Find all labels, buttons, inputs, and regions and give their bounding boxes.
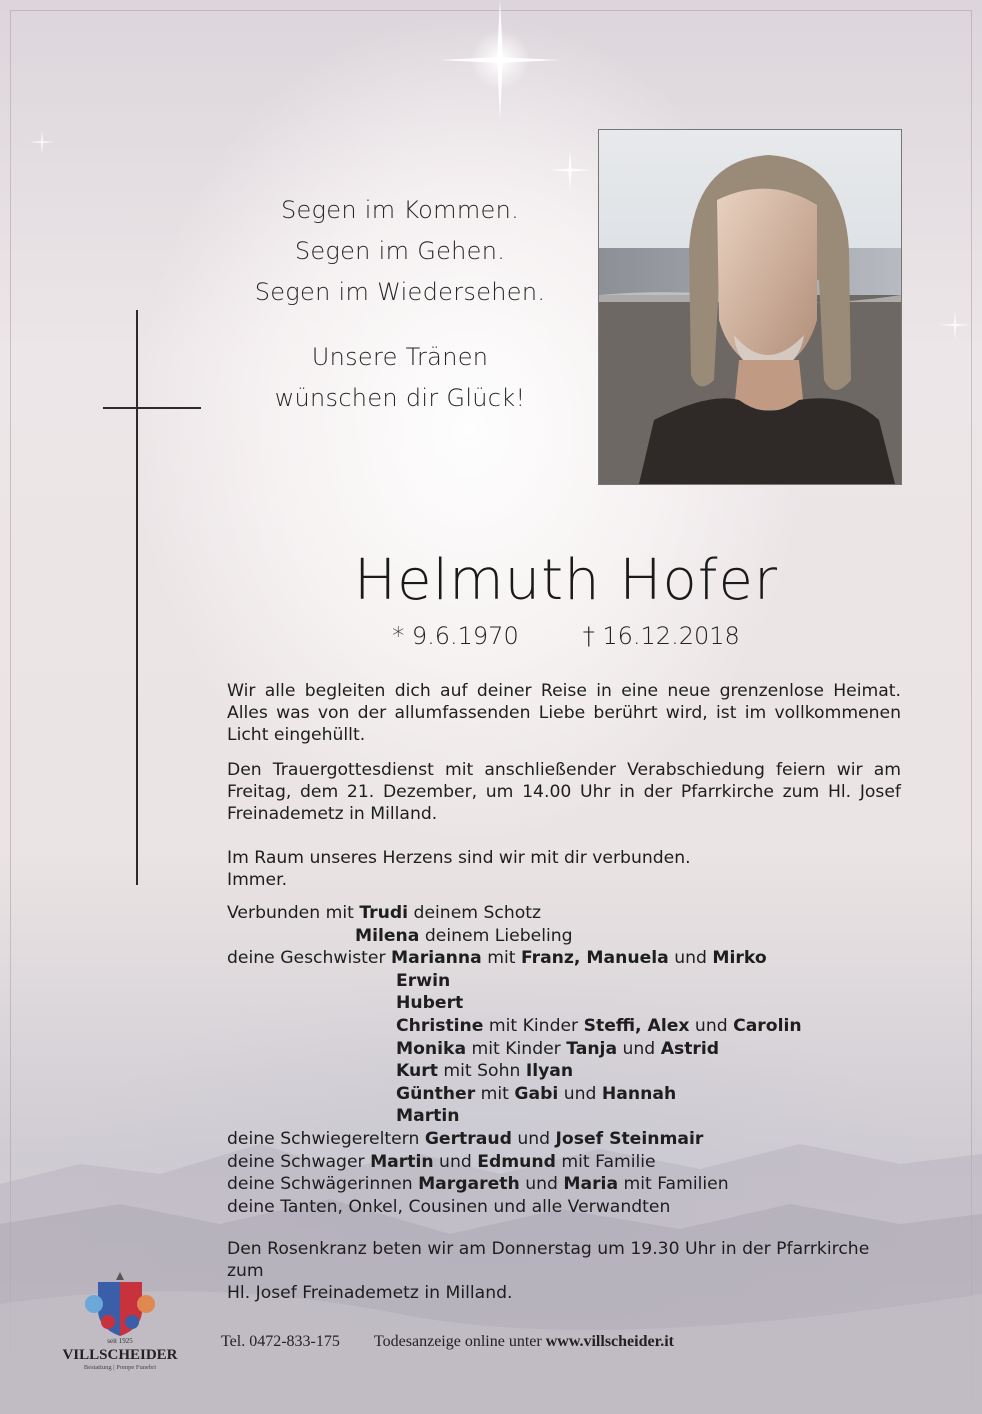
relatives-row: Günther mit Gabi und Hannah <box>396 1083 677 1104</box>
paragraph-service: Den Trauergottesdienst mit anschließender Verabschiedung feiern wir am Freitag, dem 21. Dezember, um 14.00 Uhr in der Pfarrkirche zum Hl. Josef Freinademetz in Milland. <box>227 760 901 824</box>
portrait-photo <box>598 129 902 485</box>
logo-tagline: Bestattung | Pompe Funebri <box>83 1364 157 1371</box>
quote-line: Unsere Tränen <box>311 343 489 371</box>
relatives-row: deine Schwägerinnen Margareth und Maria mit Familien <box>227 1174 729 1195</box>
footer-online: Todesanzeige online unter www.villscheider.it <box>374 1333 674 1350</box>
relatives-row: Milena deinem Liebeling <box>355 925 573 946</box>
coat-of-arms-icon <box>60 1270 180 1380</box>
star-decoration <box>420 0 580 120</box>
relatives-row: Martin <box>396 1106 460 1127</box>
quote-line: Segen im Gehen. <box>294 237 506 265</box>
relatives-row: deine Tanten, Onkel, Cousinen und alle Verwandten <box>227 1196 671 1217</box>
paragraph-line: Hl. Josef Freinademetz in Milland. <box>227 1283 513 1303</box>
quote-block-top <box>200 190 600 313</box>
star-decoration <box>940 310 970 340</box>
quote-line: Segen im Kommen. <box>280 196 520 224</box>
relatives-row: Erwin <box>396 970 451 991</box>
paragraph-line: Immer. <box>227 870 288 890</box>
star-decoration <box>550 150 590 190</box>
relatives-row: deine Schwiegereltern Gertraud und Josef Steinmair <box>227 1128 704 1149</box>
relatives-row: Christine mit Kinder Steffi, Alex und Carolin <box>396 1015 802 1036</box>
website-link[interactable]: www.villscheider.it <box>545 1333 674 1350</box>
relatives-row: Monika mit Kinder Tanja und Astrid <box>396 1038 720 1059</box>
quote-block-bottom <box>200 337 600 419</box>
death-date: † 16.12.2018 <box>582 622 740 650</box>
life-dates <box>232 622 900 650</box>
footer-phone: Tel. 0472-833-175 <box>221 1333 340 1350</box>
paragraph-rosary <box>227 1238 901 1304</box>
relatives-row: Kurt mit Sohn Ilyan <box>396 1061 574 1082</box>
quote-line: Segen im Wiedersehen. <box>254 278 546 306</box>
birth-date: * 9.6.1970 <box>392 622 519 650</box>
paragraph-farewell: Wir alle begleiten dich auf deiner Reise in eine neue grenzenlose Heimat. Alles was von der allumfassenden Liebe berührt wird, ist im vollkommenen Licht eingehüllt. <box>227 681 901 745</box>
relatives-row: Verbunden mit Trudi deinem Schotz <box>227 903 542 923</box>
logo-brand: VILLSCHEIDER <box>62 1347 178 1363</box>
deceased-name: Helmuth Hofer <box>354 548 778 613</box>
paragraph-line: Den Rosenkranz beten wir am Donnerstag um 19.30 Uhr in der Pfarrkirche zum <box>227 1239 870 1281</box>
relatives-row: deine Geschwister Marianna mit Franz, Manuela und Mirko <box>227 948 767 969</box>
relatives-list <box>227 902 901 1218</box>
relatives-row: Hubert <box>396 993 464 1014</box>
funeral-home-logo <box>60 1270 180 1380</box>
relatives-row: deine Schwager Martin und Edmund mit Familie <box>227 1151 656 1172</box>
star-decoration <box>30 130 54 154</box>
quote-line: wünschen dir Glück! <box>274 384 526 412</box>
logo-since: seit 1925 <box>107 1337 133 1345</box>
paragraph-heart <box>227 847 901 891</box>
paragraph-line: Im Raum unseres Herzens sind wir mit dir verbunden. <box>227 848 691 868</box>
